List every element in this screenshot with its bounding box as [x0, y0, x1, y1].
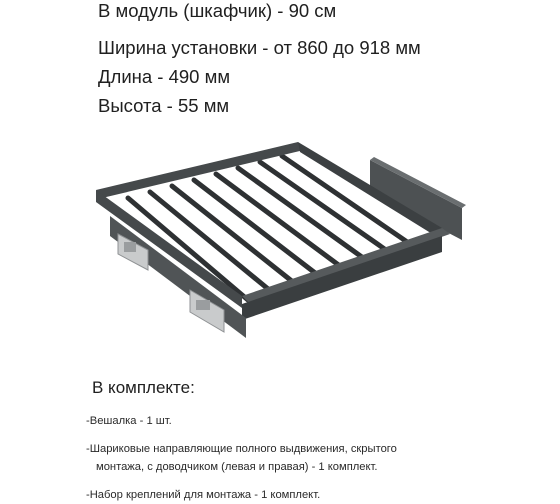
spec-length: Длина - 490 мм [98, 66, 231, 87]
kit-item: -Шариковые направляющие полного выдвижения, скрытого [86, 443, 397, 455]
kit-title: В комплекте: [92, 378, 195, 397]
spec-install-width: Ширина установки - от 860 до 918 мм [98, 37, 421, 58]
trouser-rack-illustration [70, 128, 490, 348]
kit-item: -Набор креплений для монтажа - 1 комплект. [86, 489, 321, 501]
rack-left-rail [110, 216, 246, 338]
kit-item: -Вешалка - 1 шт. [86, 415, 172, 427]
rack-rod [172, 186, 298, 286]
kit-list [86, 414, 397, 502]
spec-height: Высота - 55 мм [98, 95, 230, 116]
kit-item-continued: монтажа, с доводчиком (левая и правая) - 1 комплект. [96, 461, 378, 473]
spec-module: В модуль (шкафчик) - 90 см [98, 0, 337, 21]
